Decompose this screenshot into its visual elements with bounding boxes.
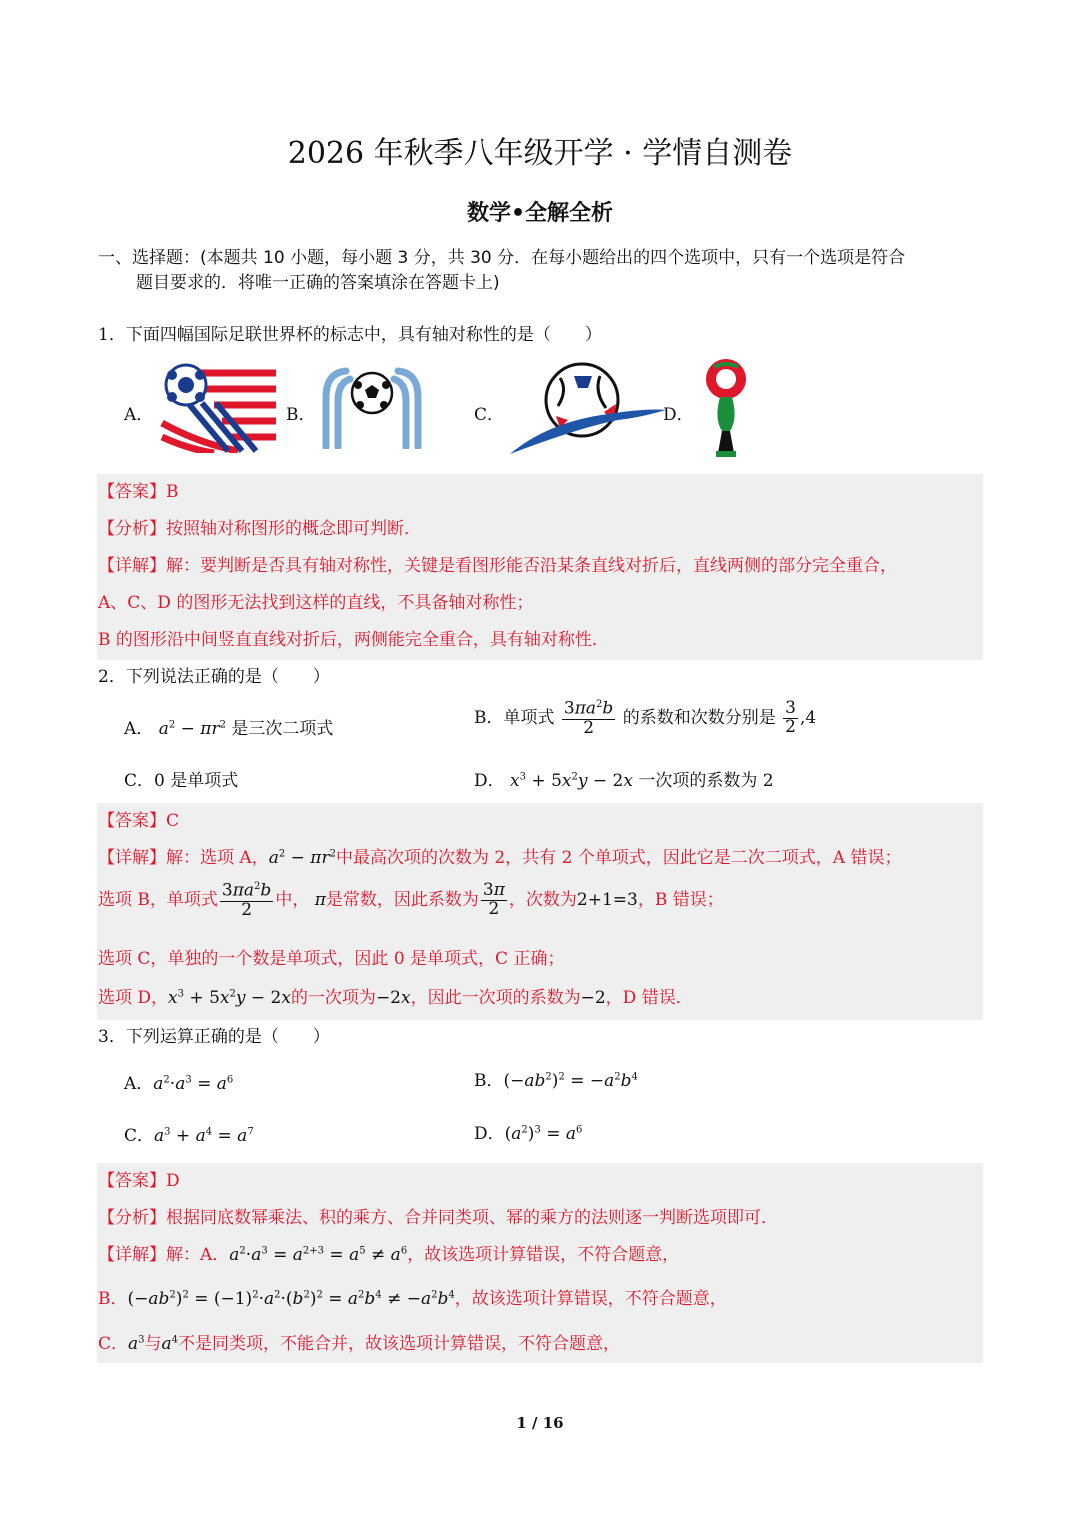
q1-option-d-label: D． — [663, 405, 694, 425]
trophy-logo — [700, 357, 752, 459]
question-3-stem: 3．下列运算正确的是（ ） — [98, 1027, 330, 1047]
worldcup-ball-logo — [508, 362, 668, 456]
question-2-stem: 2．下列说法正确的是（ ） — [98, 667, 330, 687]
argentina78-logo — [316, 367, 428, 449]
q2-detail-line1: 【详解】解：选项 A，$a^2 - \pi r^2$中最高次项的次数为 2，共有 2 个单项式，因此它是二次二项式，A 错误； — [98, 848, 902, 868]
page-number: 1 / 16 — [516, 1414, 564, 1432]
q3-option-a: A．$a^2\cdot a^3 = a^6$ — [124, 1074, 234, 1094]
q1-detail-line1: 【详解】解：要判断是否具有轴对称性，关键是看图形能否沿某条直线对折后，直线两侧的部分完全重合， — [98, 556, 897, 576]
q2-option-d: D． $x^3 + 5x^2y - 2x$ 一次项的系数为 2 — [474, 771, 774, 791]
q2-detail-line2: 选项 B，单项式 $\frac{3\pi a^2b}{2}$ 中， π是常数，因此系数为 $\frac{3\pi}{2}$ ，次数为2+1=3，B 错误； — [98, 880, 724, 920]
section-heading — [98, 246, 988, 296]
section-heading-line1: 一、选择题：(本题共 10 小题，每小题 3 分，共 30 分．在每小题给出的四个选项中，只有一个选项是符合 — [98, 248, 906, 268]
q3-option-d: D．$(a^2)^3 = a^6$ — [474, 1124, 583, 1144]
q1-option-c-label: C． — [474, 405, 505, 425]
q1-option-b-label: B． — [286, 405, 316, 425]
q2-option-b: B．单项式 $\frac{3\pi a^2b}{2}$ 的系数和次数分别是 $\frac{3}{2}$ ,4 — [474, 698, 817, 738]
q3-option-c: C．$a^3 + a^4 = a^7$ — [124, 1126, 254, 1146]
question-1-stem: 1．下面四幅国际足联世界杯的标志中，具有轴对称性的是（ ） — [98, 325, 602, 345]
q3-detail-line2: B．$(-ab^2)^2 = (-1)^2\cdot a^2\cdot(b^2)^2 = a^2b^4 \ne -a^2b^4$，故该选项计算错误，不符合题意， — [98, 1289, 727, 1309]
q1-option-a-label: A． — [124, 405, 154, 425]
q1-detail-line2: A、C、D 的图形无法找到这样的直线，不具备轴对称性； — [98, 593, 534, 613]
q3-detail-line1: 【详解】解：A．$a^2\cdot a^3 = a^{2+3} = a^5 \ne a^6$，故该选项计算错误，不符合题意， — [98, 1245, 680, 1265]
q3-detail-line3: C．$a^3$与$a^4$不是同类项，不能合并，故该选项计算错误，不符合题意， — [98, 1334, 621, 1354]
page-title: 2026 年秋季八年级开学 · 学情自测卷 — [287, 136, 793, 171]
q1-detail-line3: B 的图形沿中间竖直直线对折后，两侧能完全重合，具有轴对称性． — [98, 630, 609, 650]
q3-answer: 【答案】D — [98, 1171, 180, 1191]
q3-analysis: 【分析】根据同底数幂乘法、积的乘方、合并同类项、幂的乘方的法则逐一判断选项即可． — [98, 1208, 778, 1228]
q2-option-a: A． $a^2 - \pi r^2$ 是三次二项式 — [124, 719, 334, 739]
q2-detail-line4: 选项 D，$x^3 + 5x^2y - 2x$的一次项为−2x，因此一次项的系数为−2，D 错误． — [98, 988, 693, 1008]
q3-option-b: B．$(-ab^2)^2 = -a^2b^4$ — [474, 1071, 638, 1091]
section-heading-line2: 题目要求的．将唯一正确的答案填涂在答题卡上) — [136, 273, 500, 293]
q1-answer: 【答案】B — [98, 482, 179, 502]
page-subtitle: 数学•全解全析 — [466, 201, 614, 226]
q2-option-c: C．0 是单项式 — [124, 771, 239, 791]
q1-analysis: 【分析】按照轴对称图形的概念即可判断． — [98, 519, 421, 539]
usa94-logo — [158, 363, 278, 453]
q2-answer: 【答案】C — [98, 811, 180, 831]
q2-detail-line3: 选项 C，单独的一个数是单项式，因此 0 是单项式，C 正确； — [98, 949, 565, 969]
